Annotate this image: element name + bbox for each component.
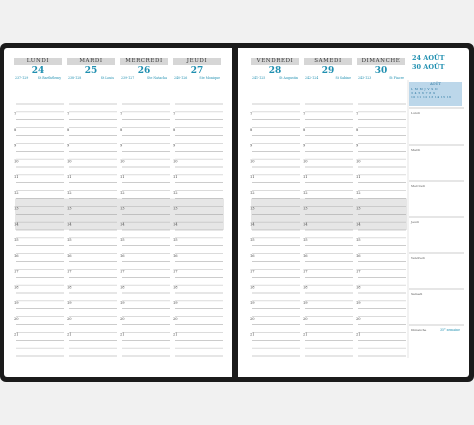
day-header-sunday [357, 58, 405, 82]
hour-label: 9 [303, 143, 306, 148]
hour-label: 19 [303, 301, 308, 306]
day-number: 30 [374, 66, 388, 76]
mini-calendar [409, 82, 462, 106]
hour-label: 17 [173, 269, 178, 274]
mini-calendar-row: 10 11 12 13 14 15 16 [411, 95, 452, 99]
hour-label: 14 [67, 222, 72, 227]
hour-label: 9 [173, 143, 176, 148]
hour-label: 13 [356, 206, 361, 211]
day-header-saturday [304, 58, 352, 82]
day-header-tuesday [67, 58, 115, 82]
hour-label: 17 [14, 269, 19, 274]
hour-label: 13 [120, 206, 125, 211]
hour-label: 10 [67, 159, 72, 164]
hour-label: 16 [173, 253, 178, 258]
hour-label: 20 [67, 316, 72, 321]
day-name: MERCREDI [120, 58, 168, 65]
saint-name: St Fiacre [389, 76, 404, 80]
hour-label: 14 [356, 222, 361, 227]
week-code: 241-125 [252, 76, 266, 80]
hour-label: 17 [303, 269, 308, 274]
notes-label: Samedi [411, 292, 423, 296]
hour-label: 13 [67, 206, 72, 211]
hour-label: 15 [120, 238, 125, 243]
hour-label: 16 [303, 253, 308, 258]
hour-label: 8 [173, 127, 176, 132]
notes-label: Dimanche [411, 328, 427, 332]
week-code: 240-126 [174, 76, 188, 80]
week-number: 35° semaine [440, 328, 461, 332]
mini-calendar-row: L M M J V S D [411, 87, 438, 91]
hour-label: 21 [14, 332, 19, 337]
hour-label: 18 [303, 285, 308, 290]
hour-label: 8 [67, 127, 70, 132]
hour-label: 17 [67, 269, 72, 274]
hour-label: 11 [303, 175, 308, 180]
hour-label: 16 [120, 253, 125, 258]
hour-label: 19 [14, 301, 19, 306]
hour-label: 19 [356, 301, 361, 306]
hour-label: 7 [356, 112, 359, 117]
hour-label: 15 [303, 238, 308, 243]
hour-label: 14 [303, 222, 308, 227]
notes-label: Jeudi [411, 220, 419, 224]
hour-label: 15 [250, 238, 255, 243]
hour-label: 11 [67, 175, 72, 180]
hour-label: 19 [67, 301, 72, 306]
hour-label: 18 [120, 285, 125, 290]
hour-label: 11 [356, 175, 361, 180]
saint-name: St Louis [100, 76, 114, 80]
day-number: 24 [31, 66, 45, 76]
hour-label: 14 [250, 222, 255, 227]
hour-label: 18 [14, 285, 19, 290]
hour-label: 12 [14, 190, 19, 195]
hour-label: 12 [250, 190, 255, 195]
day-header-friday [251, 58, 299, 82]
hour-label: 14 [14, 222, 19, 227]
hour-label: 16 [356, 253, 361, 258]
hour-label: 7 [303, 112, 306, 117]
notes-label: Lundi [411, 111, 420, 115]
hour-label: 11 [173, 175, 178, 180]
hour-label: 8 [250, 127, 253, 132]
hour-label: 20 [173, 316, 178, 321]
hour-label: 8 [303, 127, 306, 132]
hour-label: 21 [67, 332, 72, 337]
hour-label: 16 [14, 253, 19, 258]
hour-label: 20 [14, 316, 19, 321]
notes-label: Mercredi [411, 184, 426, 188]
hour-label: 18 [250, 285, 255, 290]
hour-label: 10 [173, 159, 178, 164]
hour-label: 19 [173, 301, 178, 306]
hour-label: 21 [120, 332, 125, 337]
hour-label: 13 [173, 206, 178, 211]
hour-label: 16 [250, 253, 255, 258]
hour-label: 7 [14, 112, 17, 117]
saint-name: St Sabine [335, 76, 351, 80]
hour-label: 11 [14, 175, 19, 180]
hour-label: 17 [250, 269, 255, 274]
hour-label: 14 [120, 222, 125, 227]
hour-label: 9 [250, 143, 253, 148]
day-name: SAMEDI [304, 58, 352, 65]
saint-name: St Augustin [279, 76, 298, 80]
hour-label: 20 [303, 316, 308, 321]
notes-label: Vendredi [411, 256, 425, 260]
hour-label: 19 [250, 301, 255, 306]
day-name: DIMANCHE [357, 58, 405, 65]
hour-label: 12 [173, 190, 178, 195]
day-header-thursday [173, 58, 221, 82]
hour-label: 21 [356, 332, 361, 337]
hour-label: 14 [173, 222, 178, 227]
week-code: 243-123 [358, 76, 372, 80]
hour-label: 9 [14, 143, 17, 148]
hour-label: 17 [356, 269, 361, 274]
hour-label: 10 [356, 159, 361, 164]
hour-label: 15 [14, 238, 19, 243]
hour-label: 12 [303, 190, 308, 195]
week-code: 242-124 [305, 76, 319, 80]
hour-label: 8 [356, 127, 359, 132]
hour-label: 16 [67, 253, 72, 258]
hour-label: 19 [120, 301, 125, 306]
hour-label: 10 [14, 159, 19, 164]
hour-label: 17 [120, 269, 125, 274]
week-code: 237-129 [15, 76, 29, 80]
hour-label: 8 [120, 127, 123, 132]
week-start: 24 AOÛT [412, 54, 445, 62]
hour-label: 20 [120, 316, 125, 321]
hour-label: 10 [120, 159, 125, 164]
hour-label: 8 [14, 127, 17, 132]
hour-label: 12 [120, 190, 125, 195]
hour-label: 9 [120, 143, 123, 148]
hour-label: 7 [67, 112, 70, 117]
hour-label: 10 [303, 159, 308, 164]
hour-label: 21 [250, 332, 255, 337]
hour-label: 13 [250, 206, 255, 211]
hour-label: 20 [250, 316, 255, 321]
day-name: VENDREDI [251, 58, 299, 65]
hour-label: 15 [356, 238, 361, 243]
day-number: 26 [137, 66, 151, 76]
notes-label: Mardi [411, 148, 421, 152]
week-range [412, 54, 445, 72]
hour-label: 10 [250, 159, 255, 164]
day-number: 29 [321, 66, 335, 76]
day-name: MARDI [67, 58, 115, 65]
saint-name: Ste Natacha [147, 76, 167, 80]
hour-label: 7 [120, 112, 123, 117]
day-number: 27 [190, 66, 204, 76]
hour-label: 18 [173, 285, 178, 290]
day-name: LUNDI [14, 58, 62, 65]
hour-label: 9 [356, 143, 359, 148]
hour-label: 20 [356, 316, 361, 321]
hour-label: 12 [67, 190, 72, 195]
hour-label: 7 [250, 112, 253, 117]
hour-label: 7 [173, 112, 176, 117]
hour-label: 15 [67, 238, 72, 243]
day-name: JEUDI [173, 58, 221, 65]
day-header-monday [14, 58, 62, 82]
hour-label: 13 [14, 206, 19, 211]
hour-label: 9 [67, 143, 70, 148]
day-number: 28 [268, 66, 282, 76]
mini-calendar-row: 3 4 5 6 7 8 9 [411, 91, 436, 95]
saint-name: St Barthélemy [37, 76, 61, 80]
day-number: 25 [84, 66, 98, 76]
hour-label: 15 [173, 238, 178, 243]
saint-name: Ste Monique [199, 76, 220, 80]
mini-calendar-month: AOÛT [430, 82, 441, 86]
hour-label: 18 [356, 285, 361, 290]
hour-label: 18 [67, 285, 72, 290]
hour-label: 11 [120, 175, 125, 180]
hour-label: 11 [250, 175, 255, 180]
hour-label: 13 [303, 206, 308, 211]
week-code: 239-127 [121, 76, 135, 80]
week-code: 238-128 [68, 76, 82, 80]
hour-label: 12 [356, 190, 361, 195]
hour-label: 21 [303, 332, 308, 337]
week-end: 30 AOÛT [412, 63, 445, 71]
hour-label: 21 [173, 332, 178, 337]
day-header-wednesday [120, 58, 168, 82]
